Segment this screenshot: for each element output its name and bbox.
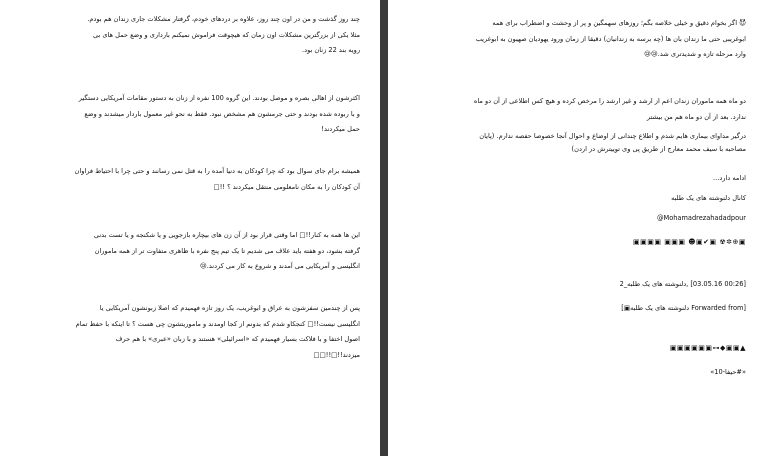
hashtag: «#حیفا-10» [710, 368, 746, 376]
paragraph-two-months: دو ماه همه ماموران زندان اعم از ارشد و غیر ارشد را مرخص کرده و هیچ کس اطلاعی از آن دو ماه ندارد. بعد از آن دو ماه هم من بیشتر [473, 97, 746, 121]
channel-name: کانال دلنوشته های یک طلبه [671, 194, 746, 202]
right-document-page [388, 0, 768, 456]
paragraph-children: همیشه برام جای سوال بود که چرا کودکان به دنیا آمده را به قتل نمی رسانند و حتی چرا با احتیاط فراوان آن کودکان را به مکان نامعلومی منتقل میکردند ؟ !!□ [74, 167, 360, 191]
emoji-symbols-row: ▣▣▣▣ ▣▣▣ ☻▣✔▣ ☢✲⊕▣ [633, 238, 746, 246]
paragraph-treatment: درگیر مداوای بیماری هایم شدم و اطلاع چندانی از اوضاع و احوال آنجا خصوصا حفصه ندارم. (پایان مصاحبه با سیف محمد معارج از طریق پی وی توییترش در اردن) [479, 132, 746, 153]
emoji-symbols-row-2: ▣▣▣▣▣▣⊶◆▣▣▲ [669, 344, 746, 352]
paragraph-intro: 😈 اگر بخوام دقیق و خیلی خلاصه بگم؛ روزهای سهمگین و پر از وحشت و اضطراب برای همه ابوغریبی حتی ما زندان بان ها (چه برسه به زندانیان) دقیقا از زمان ورود یهودیان صهیون به ابوغریب وارد مرحله تازه و شدیدتری شد.😢😢 [475, 19, 746, 58]
paragraph-interrogation: این ها همه به کنار!!□ اما وقتی قرار بود از آن زن های بیچاره بازجویی و یا شکنجه و یا تست بدنی گرفته بشود، دو هفته باید علاف می شدیم تا یک تیم پنج نفره با ظاهری متفاوت تر از همه ماموران انگلیسی و آمریکایی می آمدند و شروع به کار می کردند.😢 [93, 231, 360, 270]
left-document-page [0, 0, 380, 456]
paragraph-bond22: چند روز گذشت و من در اون چند روز، علاوه بر دردهای خودم، گرفتار مشکلات جاری زندان هم بودم. مثلا یکی از بزرگترین مشکلات اون زمان که هیچوقت فراموش نمیکنم بارداری و وضع حمل های بی رویه بند 22 زنان بود. [87, 15, 360, 54]
paragraph-israeli: پس از چندمین سفرشون به عراق و ابوغریب، یک روز تازه فهمیدم که اصلا زبونشون آمریکایی یا انگلیسی نیست!!□ کنجکاو شدم که بدونم از کجا اومدند و ماموریتشون چی هست ؟ تا اینکه با حفظ تمام اصول اختفا و با فلاکت بسیار فهمیدم که «اسرائیلی» هستند و با زبان «عبری» با هم حرف میزدند!!□!!□□ [75, 304, 360, 359]
to-be-continued: ادامه دارد... [713, 174, 746, 182]
message-header: [00:26 03.05.16] ,دلنوشته های یک طلبه_2 [619, 280, 746, 288]
forwarded-from: [Forwarded from دلنوشته های یک طلبه▣] [621, 304, 746, 312]
paragraph-basra-mosul: اکثرشون از اهالی بصره و موصل بودند. این گروه 100 نفره از زنان به دستور مقامات آمریکایی دستگیر و با ربوده شده بودند و حتی جرمشون هم مشخص نبود. فقط به نحو غیر معمول باردار میشدند و وضع حمل میکردند! [78, 94, 360, 133]
channel-handle: @Mohamadrezahadadpour [656, 214, 746, 222]
page-gap [380, 0, 388, 456]
